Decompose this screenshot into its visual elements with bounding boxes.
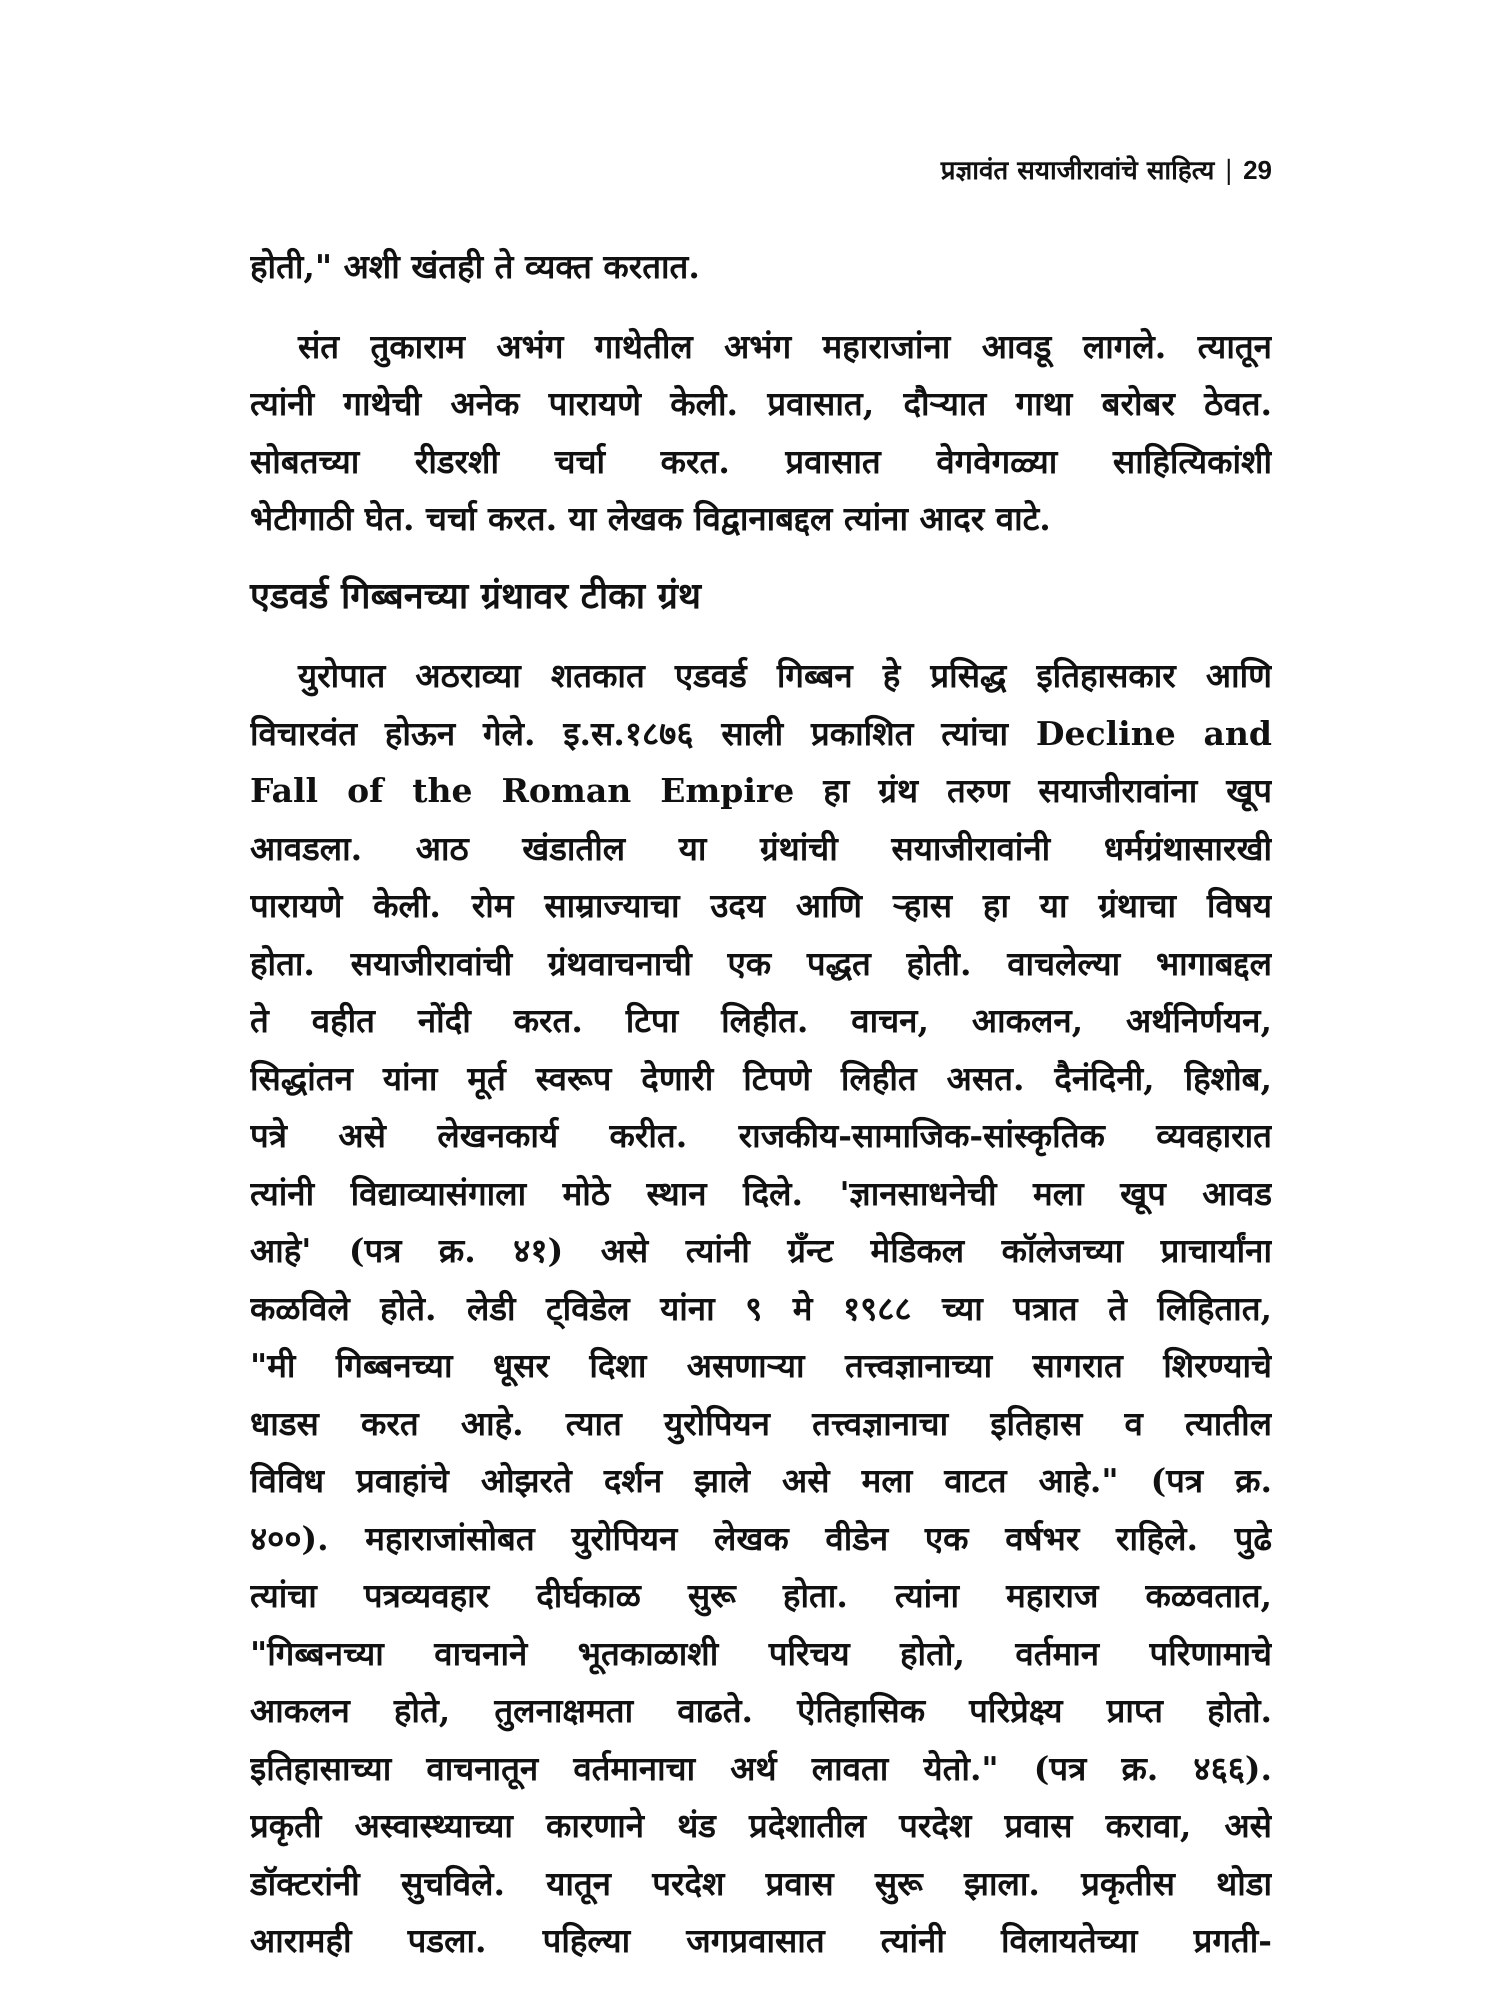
paragraph-continued	[250, 238, 1272, 296]
text-line: धाडस करत आहे. त्यात युरोपियन तत्त्वज्ञानाचा इतिहास व त्यातील	[250, 1403, 1272, 1443]
text-line: त्यांनी गाथेची अनेक पारायणे केली. प्रवासात, दौऱ्यात गाथा बरोबर ठेवत.	[250, 384, 1272, 423]
text-line: इतिहासाच्या वाचनातून वर्तमानाचा अर्थ लावता येतो." (पत्र क्र. ४६६).	[250, 1748, 1272, 1788]
running-header	[250, 150, 1272, 191]
text-line: पारायणे केली. रोम साम्राज्याचा उदय आणि ऱ्हास हा या ग्रंथाचा विषय	[250, 886, 1272, 925]
text-line: सोबतच्या रीडरशी चर्चा करत. प्रवासात वेगवेगळ्या साहित्यिकांशी	[250, 441, 1272, 481]
body-text	[250, 238, 1272, 1970]
text-line: त्यांनी विद्याव्यासंगाला मोठे स्थान दिले. 'ज्ञानसाधनेची मला खूप आवड	[250, 1173, 1272, 1213]
text-line: होता. सयाजीरावांची ग्रंथवाचनाची एक पद्धत होती. वाचलेल्या भागाबद्दल	[250, 943, 1272, 983]
paragraph-gibbon	[250, 647, 1272, 1970]
text-line: प्रकृती अस्वास्थ्याच्या कारणाने थंड प्रदेशातील परदेश प्रवास करावा, असे	[250, 1806, 1272, 1845]
text-line: "गिब्बनच्या वाचनाने भूतकाळाशी परिचय होतो, वर्तमान परिणामाचे	[250, 1633, 1272, 1673]
paragraph-tukaram	[250, 318, 1272, 548]
text-line: आवडला. आठ खंडातील या ग्रंथांची सयाजीरावांनी धर्मग्रंथासारखी	[250, 828, 1272, 868]
text-line: आहे' (पत्र क्र. ४१) असे त्यांनी ग्रँन्ट मेडिकल कॉलेजच्या प्राचार्यांना	[250, 1231, 1272, 1270]
text-line: संत तुकाराम अभंग गाथेतील अभंग महाराजांना आवडू लागले. त्यातून	[298, 326, 1272, 366]
text-line: होती," अशी खंतही ते व्यक्त करतात.	[250, 247, 700, 286]
text-line: डॉक्टरांनी सुचविले. यातून परदेश प्रवास सुरू झाला. प्रकृतीस थोडा	[250, 1863, 1272, 1903]
text-line: ४००). महाराजांसोबत युरोपियन लेखक वीडेन एक वर्षभर राहिले. पुढे	[250, 1518, 1272, 1558]
header-separator: |	[1224, 156, 1234, 186]
text-line: विचारवंत होऊन गेले. इ.स.१८७६ साली प्रकाशित त्यांचा Decline and	[250, 713, 1272, 753]
text-line: आरामही पडला. पहिल्या जगप्रवासात त्यांनी विलायतेच्या प्रगती-	[250, 1921, 1272, 1960]
text-line: सिद्धांतन यांना मूर्त स्वरूप देणारी टिपणे लिहीत असत. दैनंदिनी, हिशोब,	[250, 1058, 1272, 1098]
section-heading: एडवर्ड गिब्बनच्या ग्रंथावर टीका ग्रंथ	[250, 574, 701, 617]
text-line: पत्रे असे लेखनकार्य करीत. राजकीय-सामाजिक-सांस्कृतिक व्यवहारात	[250, 1116, 1272, 1155]
text-line: विविध प्रवाहांचे ओझरते दर्शन झाले असे मला वाटत आहे." (पत्र क्र.	[250, 1461, 1272, 1500]
text-line: ते वहीत नोंदी करत. टिपा लिहीत. वाचन, आकलन, अर्थनिर्णयन,	[250, 1001, 1272, 1040]
text-line: त्यांचा पत्रव्यवहार दीर्घकाळ सुरू होता. त्यांना महाराज कळवतात,	[250, 1576, 1272, 1615]
text-line: Fall of the Roman Empire हा ग्रंथ तरुण सयाजीरावांना खूप	[250, 771, 1272, 810]
page-number: 29	[1243, 155, 1272, 185]
text-line: भेटीगाठी घेत. चर्चा करत. या लेखक विद्वानाबद्दल त्यांना आदर वाटे.	[250, 499, 1051, 538]
running-header-title: प्रज्ञावंत सयाजीरावांचे साहित्य	[940, 156, 1215, 186]
text-line: आकलन होते, तुलनाक्षमता वाढते. ऐतिहासिक परिप्रेक्ष्य प्राप्त होतो.	[250, 1691, 1272, 1730]
text-line: "मी गिब्बनच्या धूसर दिशा असणाऱ्या तत्त्वज्ञानाच्या सागरात शिरण्याचे	[250, 1346, 1272, 1385]
text-line: कळविले होते. लेडी ट्विडेल यांना ९ मे १९८८ च्या पत्रात ते लिहितात,	[250, 1288, 1272, 1328]
text-line: युरोपात अठराव्या शतकात एडवर्ड गिब्बन हे प्रसिद्ध इतिहासकार आणि	[298, 656, 1272, 695]
